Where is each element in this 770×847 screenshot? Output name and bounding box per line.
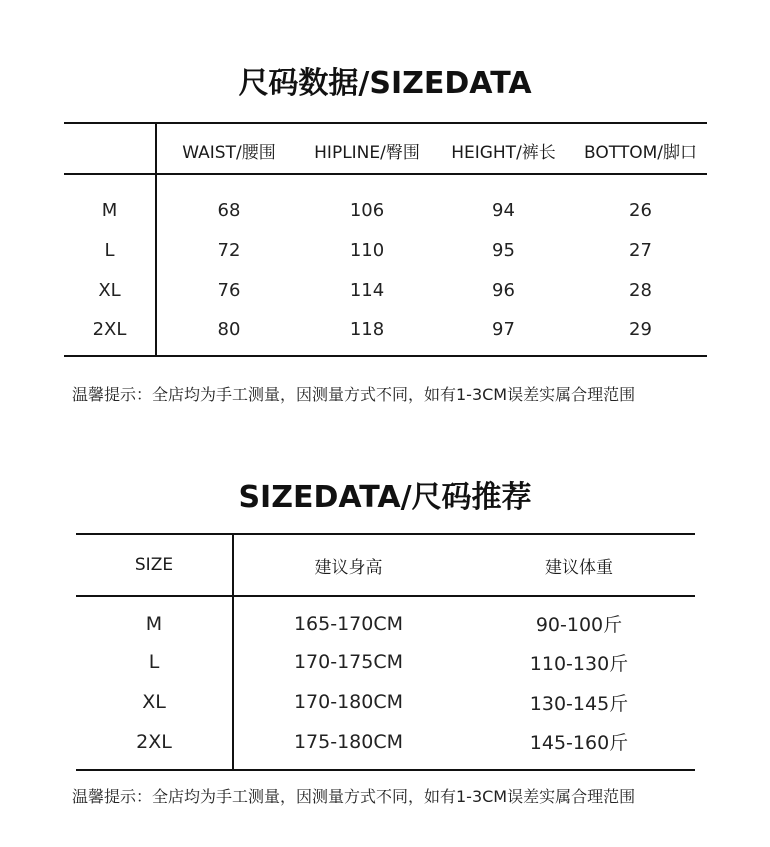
height-cell: 170-180CM	[293, 691, 404, 713]
table-row	[64, 230, 707, 270]
header-cell-weight: 建议体重	[463, 534, 695, 596]
header-cell-height: HEIGHT/裤长	[433, 123, 574, 174]
bottom-cell: 27	[629, 239, 652, 261]
weight-cell: 145-160斤	[463, 722, 695, 770]
height-cell: 165-170CM	[293, 612, 404, 635]
table-row	[64, 310, 707, 356]
table-row	[64, 270, 707, 310]
waist-cell: 76	[217, 279, 241, 301]
size-cell: XL	[64, 270, 156, 310]
header-cell-hipline: HIPLINE/臀围	[301, 123, 433, 174]
waist-cell: 68	[217, 200, 241, 221]
size-data-title: 尺码数据/SIZEDATA	[238, 66, 532, 101]
header-cell-size	[64, 123, 156, 174]
table-header-row	[64, 123, 707, 174]
table-row	[76, 722, 695, 770]
header-cell-waist: WAIST/腰围	[156, 123, 301, 174]
size-recommendation-title: SIZEDATA/尺码推荐	[238, 480, 532, 515]
table-header-row	[76, 534, 695, 596]
weight-cell: 130-145斤	[529, 692, 629, 715]
height-cell: 175-180CM	[233, 722, 463, 770]
height-cell: 96	[492, 279, 515, 301]
height-cell: 97	[433, 310, 574, 356]
header-cell-bottom: BOTTOM/脚口	[574, 123, 707, 174]
header-cell-height: 建议身高	[233, 534, 463, 596]
hipline-cell: 110	[349, 239, 385, 261]
size-cell: 2XL	[76, 722, 233, 770]
bottom-cell: 28	[629, 279, 652, 301]
header-cell-size: SIZE	[76, 534, 233, 596]
size-cell: 2XL	[64, 310, 156, 356]
size-cell: M	[76, 596, 233, 642]
waist-cell: 72	[217, 239, 241, 261]
height-cell: 94	[492, 200, 515, 221]
size-cell: XL	[76, 682, 233, 722]
size-data-table	[64, 122, 707, 357]
size-cell: M	[64, 174, 156, 230]
table-row	[76, 642, 695, 682]
measurement-note: 温馨提示：全店均为手工测量，因测量方式不同，如有1-3CM误差实属合理范围	[72, 787, 636, 806]
bottom-cell: 26	[629, 200, 652, 221]
hipline-cell: 114	[349, 279, 385, 301]
weight-cell: 90-100斤	[535, 614, 623, 636]
hipline-cell: 118	[301, 310, 433, 356]
height-cell: 170-175CM	[293, 651, 404, 673]
size-recommendation-table	[76, 533, 695, 771]
table-row	[76, 682, 695, 722]
size-cell: L	[64, 230, 156, 270]
weight-cell: 110-130斤	[529, 652, 629, 675]
hipline-cell: 106	[349, 200, 385, 221]
measurement-note: 温馨提示：全店均为手工测量，因测量方式不同，如有1-3CM误差实属合理范围	[72, 385, 636, 404]
waist-cell: 80	[156, 310, 301, 356]
table-row	[76, 596, 695, 642]
bottom-cell: 29	[574, 310, 707, 356]
height-cell: 95	[492, 239, 515, 261]
table-row	[64, 174, 707, 230]
size-cell: L	[76, 642, 233, 682]
